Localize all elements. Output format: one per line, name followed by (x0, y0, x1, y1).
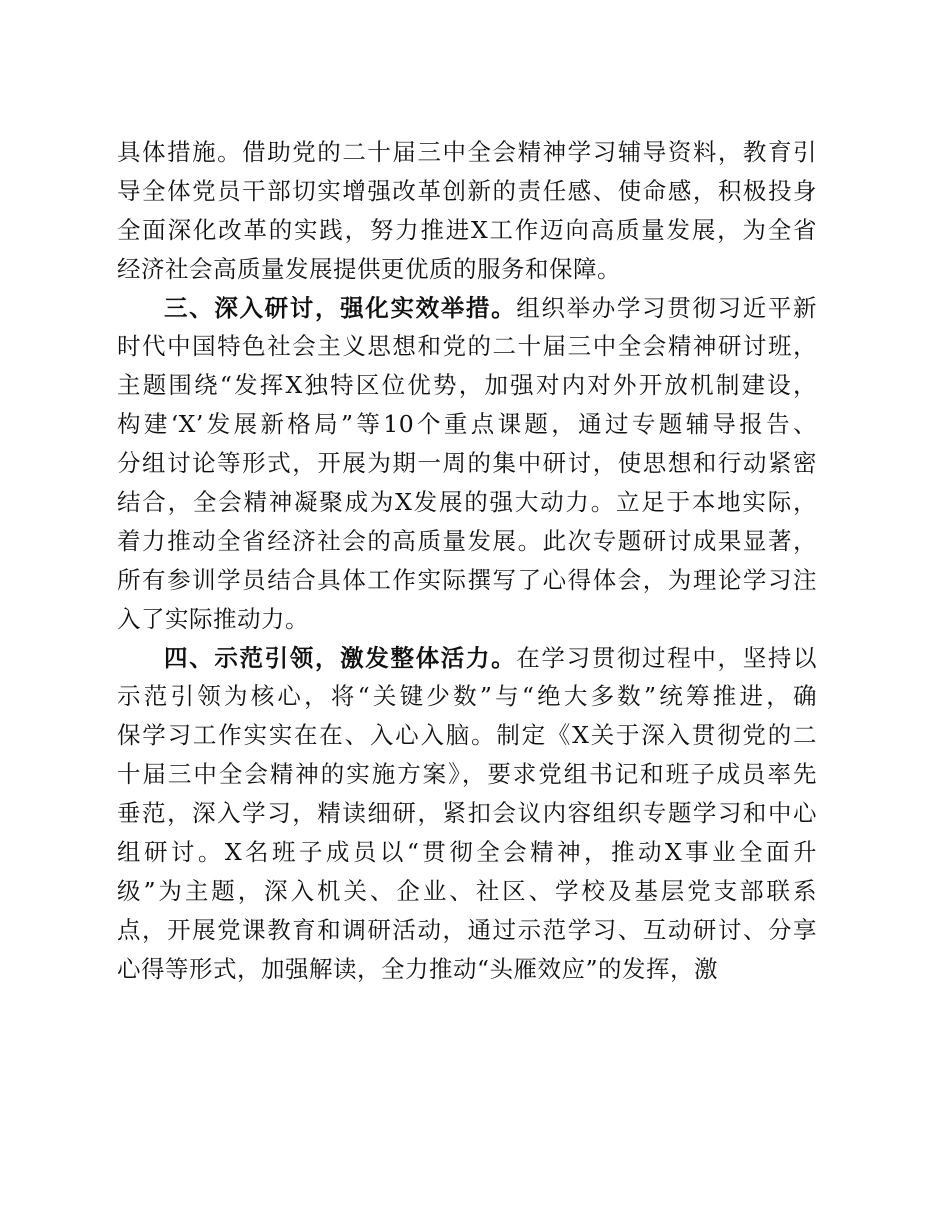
text-line: 具体措施。借助党的二十届三中全会精神学习辅导资料，教育引 (117, 138, 817, 166)
section-heading-four: 四、示范引领，激发整体活力。 (164, 643, 517, 672)
text-line: 垂范，深入学习，精读细研，紧扣会议内容组织专题学习和中心 (117, 799, 817, 828)
text-line: 结合，全会精神凝聚成为X发展的强大动力。立足于本地实际， (117, 488, 817, 517)
text-line: 时代中国特色社会主义思想和党的二十届三中全会精神研讨班， (117, 332, 817, 361)
text-line: 点，开展党课教育和调研活动，通过示范学习、互动研讨、分享 (117, 915, 817, 944)
text-line: 全面深化改革的实践，努力推进X工作迈向高质量发展，为全省 (117, 215, 817, 244)
text-line: 分组讨论等形式，开展为期一周的集中研讨，使思想和行动紧密 (117, 449, 817, 478)
text-line: 经济社会高质量发展提供更优质的服务和保障。 (117, 254, 621, 283)
text-line: 所有参训学员结合具体工作实际撰写了心得体会，为理论学习注 (117, 565, 817, 594)
text-line: 级”为主题，深入机关、企业、社区、学校及基层党支部联系 (117, 876, 817, 905)
text-line: 构建‘X’发展新格局”等10个重点课题，通过专题辅导报告、 (117, 410, 817, 439)
text-line: 保学习工作实实在在、入心入脑。制定《X关于深入贯彻党的二 (117, 721, 817, 750)
text-line: 示范引领为核心，将“关键少数”与“绝大多数”统筹推进，确 (117, 682, 817, 711)
text-line: 入了实际推动力。 (117, 604, 309, 633)
text-run: 在学习贯彻过程中，坚持以 (516, 643, 818, 672)
text-run: 组织举办学习贯彻习近平新 (516, 293, 818, 322)
text-line: 主题围绕“发挥X独特区位优势，加强对内对外开放机制建设， (117, 371, 817, 400)
text-line: 组研讨。X名班子成员以“贯彻全会精神，推动X事业全面升 (117, 838, 817, 867)
section-heading-three: 三、深入研讨，强化实效举措。 (164, 293, 517, 322)
paragraph-first-line (117, 289, 817, 328)
paragraph-first-line (117, 639, 817, 678)
text-line: 十届三中全会精神的实施方案》，要求党组书记和班子成员率先 (117, 760, 817, 789)
text-line: 导全体党员干部切实增强改革创新的责任感、使命感，积极投身 (117, 176, 817, 205)
paragraph-section-three (117, 289, 817, 639)
text-line: 心得等形式，加强解读，全力推动“头雁效应”的发挥，激 (117, 954, 719, 983)
document-body (117, 133, 817, 989)
text-line: 着力推动全省经济社会的高质量发展。此次专题研讨成果显著， (117, 526, 817, 555)
paragraph-continuation (117, 133, 817, 289)
paragraph-section-four (117, 639, 817, 989)
